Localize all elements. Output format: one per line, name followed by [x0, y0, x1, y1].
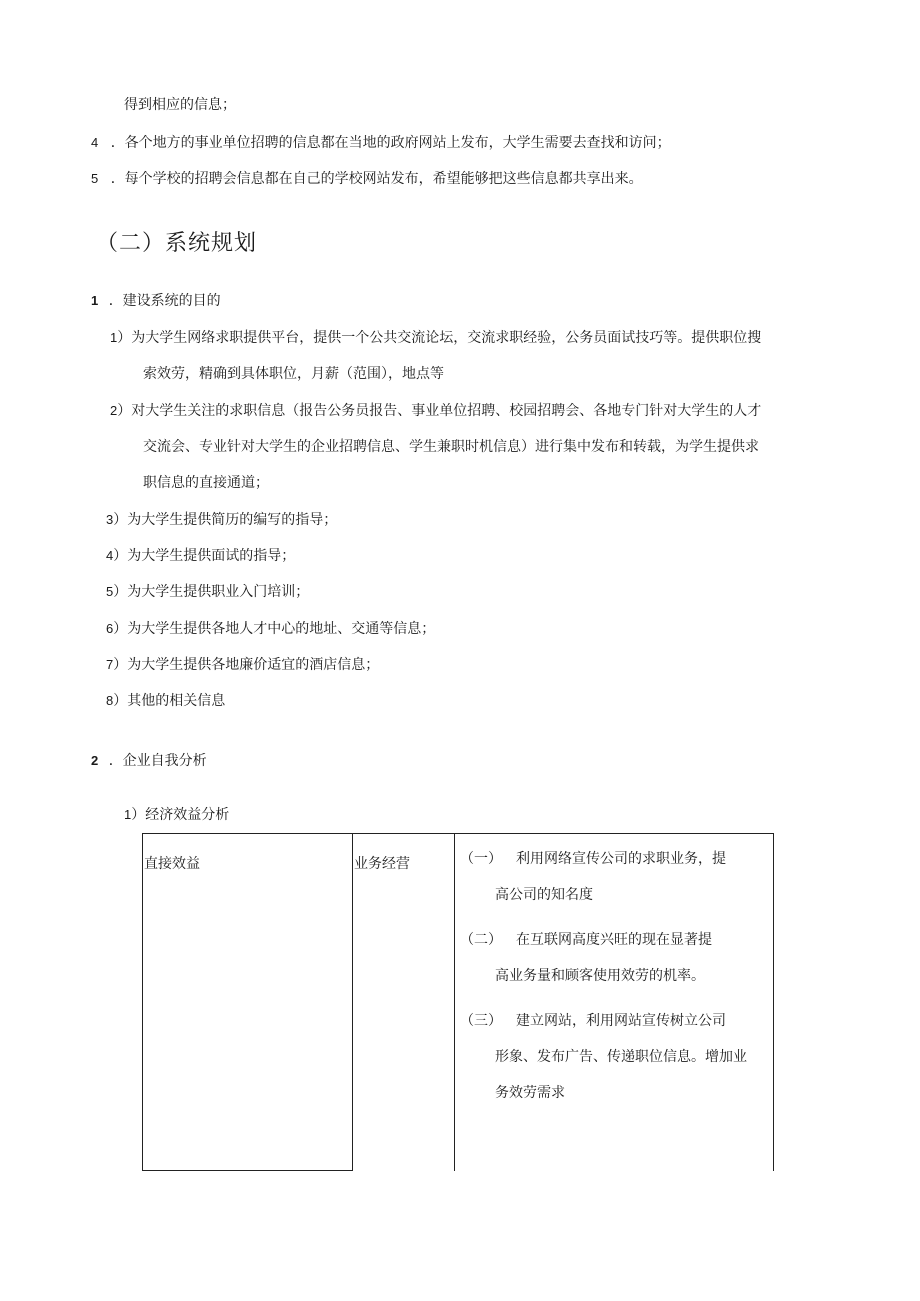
section-heading: （二）系统规划	[96, 231, 258, 256]
subsection-number: 2	[91, 753, 99, 768]
list-number: 5	[91, 171, 99, 186]
benefit-marker: （一）	[460, 851, 502, 867]
goal-number: 7	[106, 657, 114, 672]
benefit-text: 建立网站，利用网站宣传树立公司	[516, 1013, 726, 1029]
subsection-number: 1	[91, 293, 99, 308]
goal-number: 5	[106, 584, 114, 599]
goal-number: 2	[110, 403, 118, 418]
benefit-item	[460, 849, 726, 869]
goal-number: 3	[106, 512, 114, 527]
goal-item	[106, 691, 225, 711]
benefit-table	[142, 833, 774, 1171]
benefit-item	[460, 930, 712, 950]
goal-text: ）对大学生关注的求职信息（报告公务员报告、事业单位招聘、校园招聘会、各地专门针对大学生的人才	[117, 403, 762, 419]
goal-number: 1	[110, 330, 118, 345]
goal-text: ）其他的相关信息	[113, 693, 226, 709]
goal-text: ）为大学生网络求职提供平台，提供一个公共交流论坛，交流求职经验，公务员面试技巧等。提供职位搜	[117, 330, 762, 346]
sub-subsection-text: ）经济效益分析	[131, 807, 230, 823]
table-divider-2	[454, 833, 455, 1171]
goal-item	[110, 328, 761, 348]
benefit-item-continuation: 高公司的知名度	[495, 887, 593, 903]
goal-item-continuation: 交流会、专业针对大学生的企业招聘信息、学生兼职时机信息）进行集中发布和转载，为学生提供求	[143, 439, 759, 455]
goal-text: ）为大学生提供各地人才中心的地址、交通等信息；	[113, 621, 436, 637]
list-item	[91, 169, 643, 189]
line-text: 得到相应的信息；	[124, 97, 236, 113]
subsection-title	[91, 291, 221, 311]
benefit-marker: （三）	[460, 1013, 502, 1029]
sub-subsection-title	[124, 805, 229, 825]
table-cell-direct-benefit: 直接效益	[144, 856, 200, 872]
goal-text: ）为大学生提供各地廉价适宜的酒店信息；	[113, 657, 380, 673]
sub-subsection-number: 1	[124, 807, 132, 822]
goal-item	[106, 619, 435, 639]
goal-number: 8	[106, 693, 114, 708]
benefit-item-continuation: 高业务量和顾客使用效劳的机率。	[495, 968, 705, 984]
table-border-bottom	[142, 1170, 353, 1171]
benefit-text: 利用网络宣传公司的求职业务，提	[516, 851, 726, 867]
subsection-title	[91, 751, 207, 771]
benefit-item-continuation: 形象、发布广告、传递职位信息。增加业	[495, 1049, 747, 1065]
goal-item	[106, 655, 379, 675]
benefit-item-continuation: 务效劳需求	[495, 1085, 565, 1101]
benefit-text: 在互联网高度兴旺的现在显著提	[516, 932, 712, 948]
paragraph-line	[124, 95, 236, 115]
table-border-left	[142, 833, 143, 1171]
benefit-marker: （二）	[460, 932, 502, 948]
goal-item	[106, 546, 295, 566]
goal-number: 4	[106, 548, 114, 563]
list-number: 4	[91, 135, 99, 150]
goal-item	[106, 510, 337, 530]
list-item	[91, 133, 671, 153]
goal-text: ）为大学生提供职业入门培训；	[113, 584, 310, 600]
table-border-right	[773, 833, 774, 1171]
goal-text: ）为大学生提供面试的指导；	[113, 548, 296, 564]
goal-item-continuation: 索效劳，精确到具体职位，月薪（范围），地点等	[143, 366, 444, 382]
goal-number: 6	[106, 621, 114, 636]
goal-item	[106, 582, 309, 602]
table-divider-1	[352, 833, 353, 1171]
subsection-text: ．企业自我分析	[108, 753, 207, 769]
list-text: ．每个学校的招聘会信息都在自己的学校网站发布，希望能够把这些信息都共享出来。	[110, 171, 643, 187]
list-text: ．各个地方的事业单位招聘的信息都在当地的政府网站上发布，大学生需要去查找和访问；	[110, 135, 671, 151]
benefit-item	[460, 1011, 726, 1031]
subsection-text: ．建设系统的目的	[108, 293, 221, 309]
goal-item-continuation: 职信息的直接通道；	[143, 475, 269, 491]
goal-item	[110, 401, 761, 421]
goal-text: ）为大学生提供简历的编写的指导；	[113, 512, 338, 528]
table-border-top	[142, 833, 774, 834]
table-cell-business: 业务经营	[354, 856, 410, 872]
